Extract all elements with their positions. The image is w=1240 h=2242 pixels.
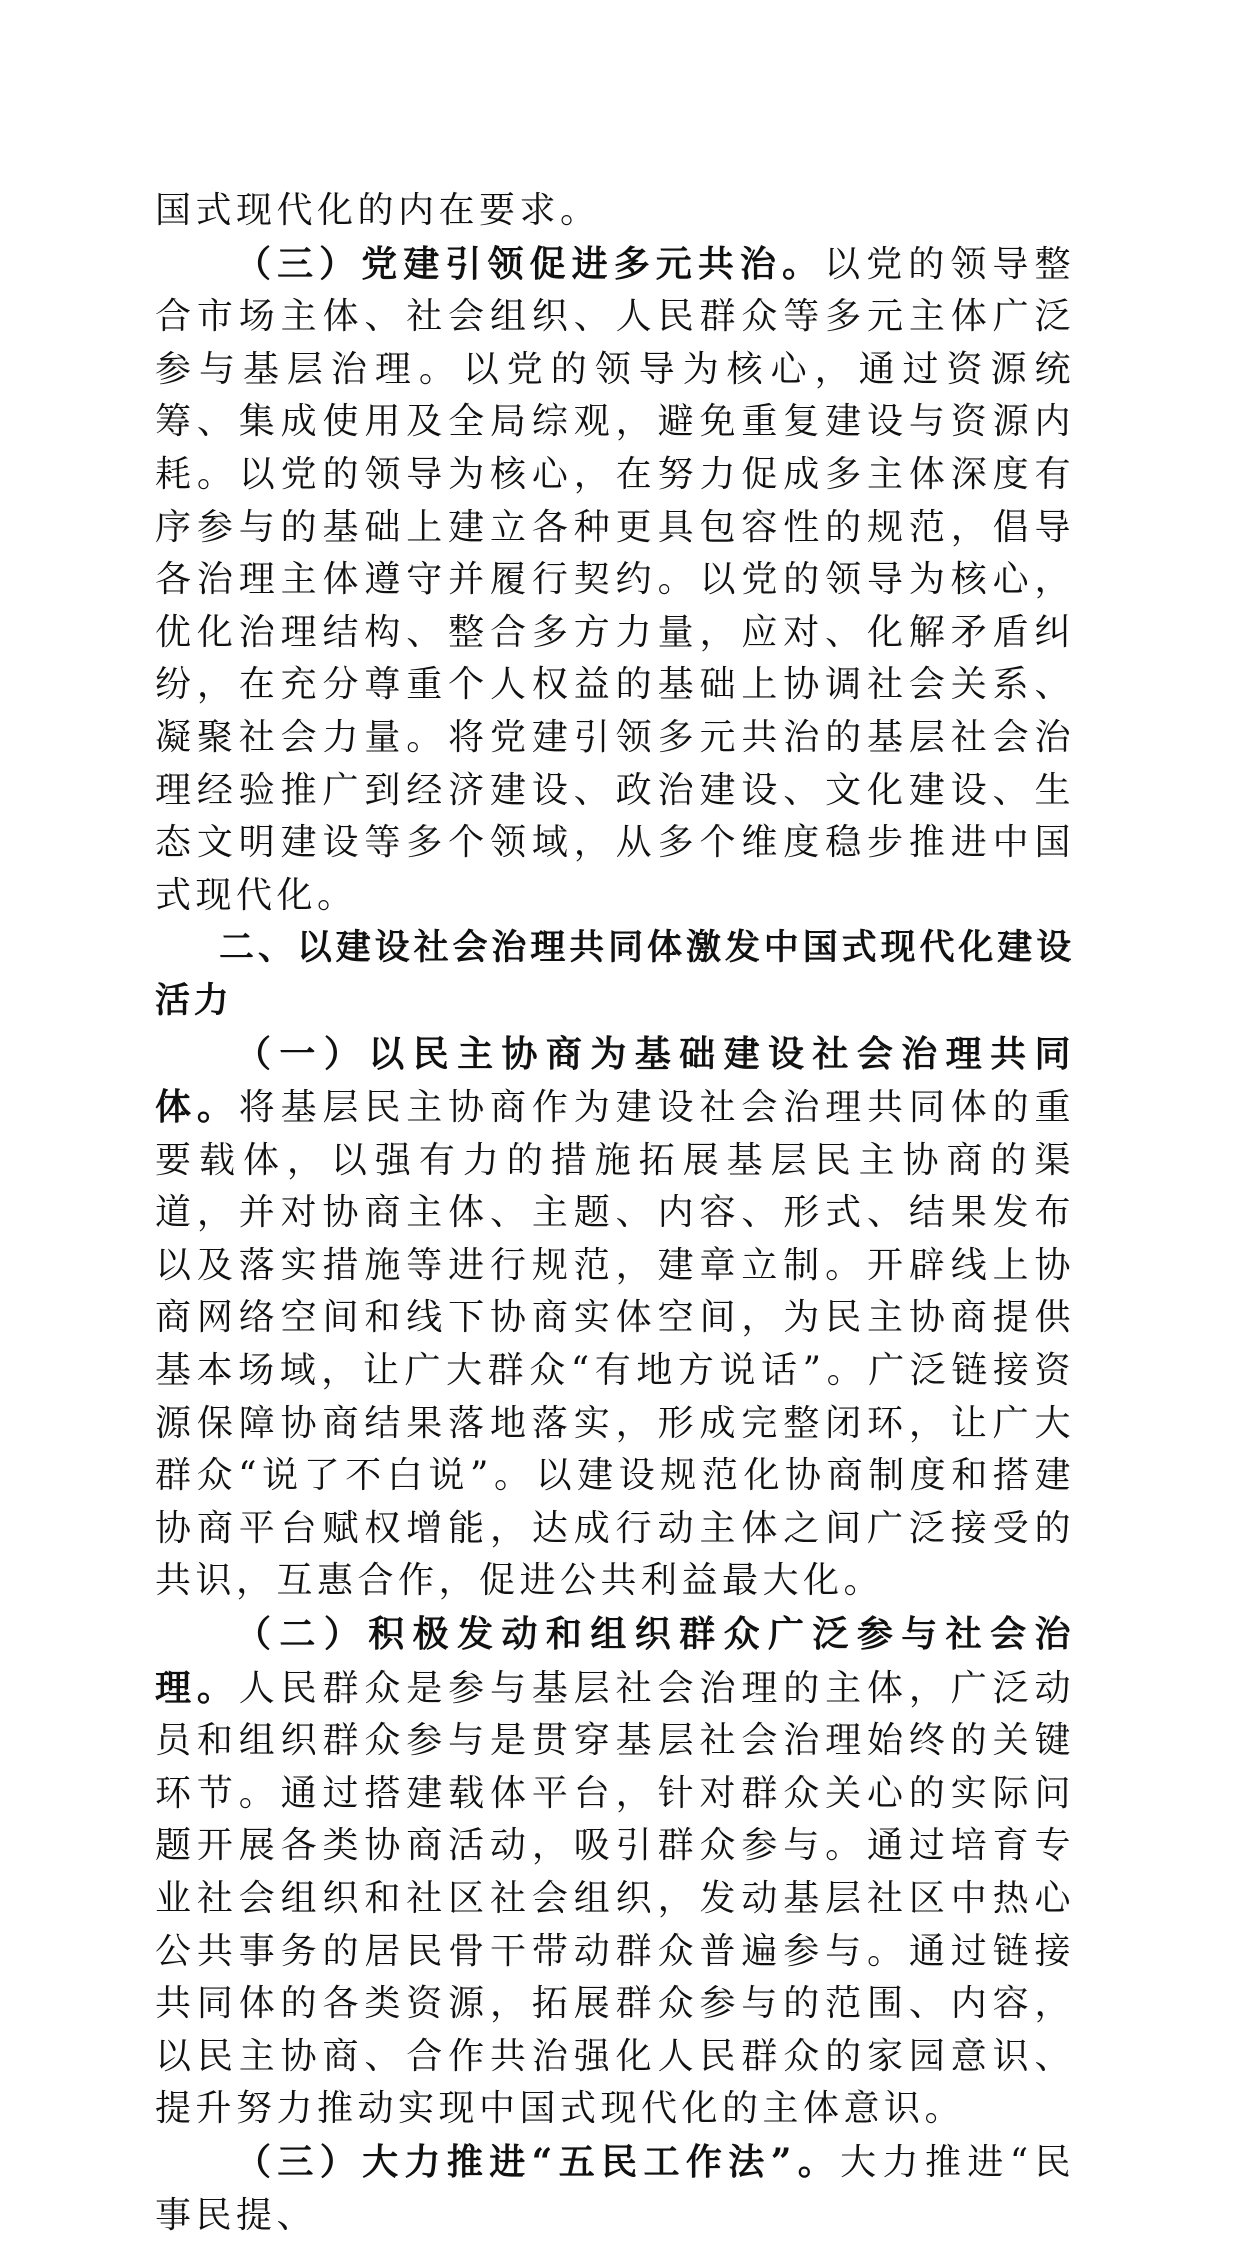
paragraph-text: 国式现代化的内在要求。 <box>155 190 601 231</box>
paragraph-text: 大力推进“民事民提、 <box>155 2141 1075 2236</box>
paragraph-text: 将基层民主协商作为建设社会治理共同体的重要载体，以强有力的措施拓展基层民主协商的渠道，并对协商主体、主题、内容、形式、结果发布以及落实措施等进行规范，建章立制。开辟线上协商网络空间和线下协商实体空间，为民主协商提供基本场域，让广大群众“有地方说话”。广泛链接资源保障协商结果落地落实，形成完整闭环，让广大群众“说了不白说”。以建设规范化协商制度和搭建协商平台赋权增能，达成行动主体之间广泛接受的共识，互惠合作，促进公共利益最大化。 <box>155 1087 1075 1602</box>
paragraph-mass-participation <box>155 1608 1075 2136</box>
document-page <box>155 185 1075 2242</box>
paragraph-multi-governance <box>155 238 1075 923</box>
paragraph-five-people-method <box>155 2136 1075 2242</box>
section-heading: 二、以建设社会治理共同体激发中国式现代化建设活力 <box>155 928 1075 1021</box>
paragraph-text: 以党的领导整合市场主体、社会组织、人民群众等多元主体广泛参与基层治理。以党的领导为核心，通过资源统筹、集成使用及全局综观，避免重复建设与资源内耗。以党的领导为核心，在努力促成多主体深度有序参与的基础上建立各种更具包容性的规范，倡导各治理主体遵守并履行契约。以党的领导为核心，优化治理结构、整合多方力量，应对、化解矛盾纠纷，在充分尊重个人权益的基础上协调社会关系、凝聚社会力量。将党建引领多元共治的基层社会治理经验推广到经济建设、政治建设、文化建设、生态文明建设等多个领域，从多个维度稳步推进中国式现代化。 <box>155 243 1075 916</box>
paragraph-lead: （三）党建引领促进多元共治。 <box>235 242 825 285</box>
paragraph-continuation <box>155 185 1075 238</box>
paragraph-democratic-consultation <box>155 1028 1075 1609</box>
paragraph-lead: （一）以民主协商为基础建设社会治理共同体。 <box>155 1032 1075 1129</box>
paragraph-lead: （三）大力推进“五民工作法”。 <box>235 2140 841 2183</box>
paragraph-lead: （二）积极发动和组织群众广泛参与社会治理。 <box>155 1613 1075 1709</box>
paragraph-text: 人民群众是参与基层社会治理的主体，广泛动员和组织群众参与是贯穿基层社会治理始终的关键环节。通过搭建载体平台，针对群众关心的实际问题开展各类协商活动，吸引群众参与。通过培育专业社会组织和社区社会组织，发动基层社区中热心公共事务的居民骨干带动群众普遍参与。通过链接共同体的各类资源，拓展群众参与的范围、内容，以民主协商、合作共治强化人民群众的家园意识、提升努力推动实现中国式现代化的主体意识。 <box>155 1667 1075 2130</box>
